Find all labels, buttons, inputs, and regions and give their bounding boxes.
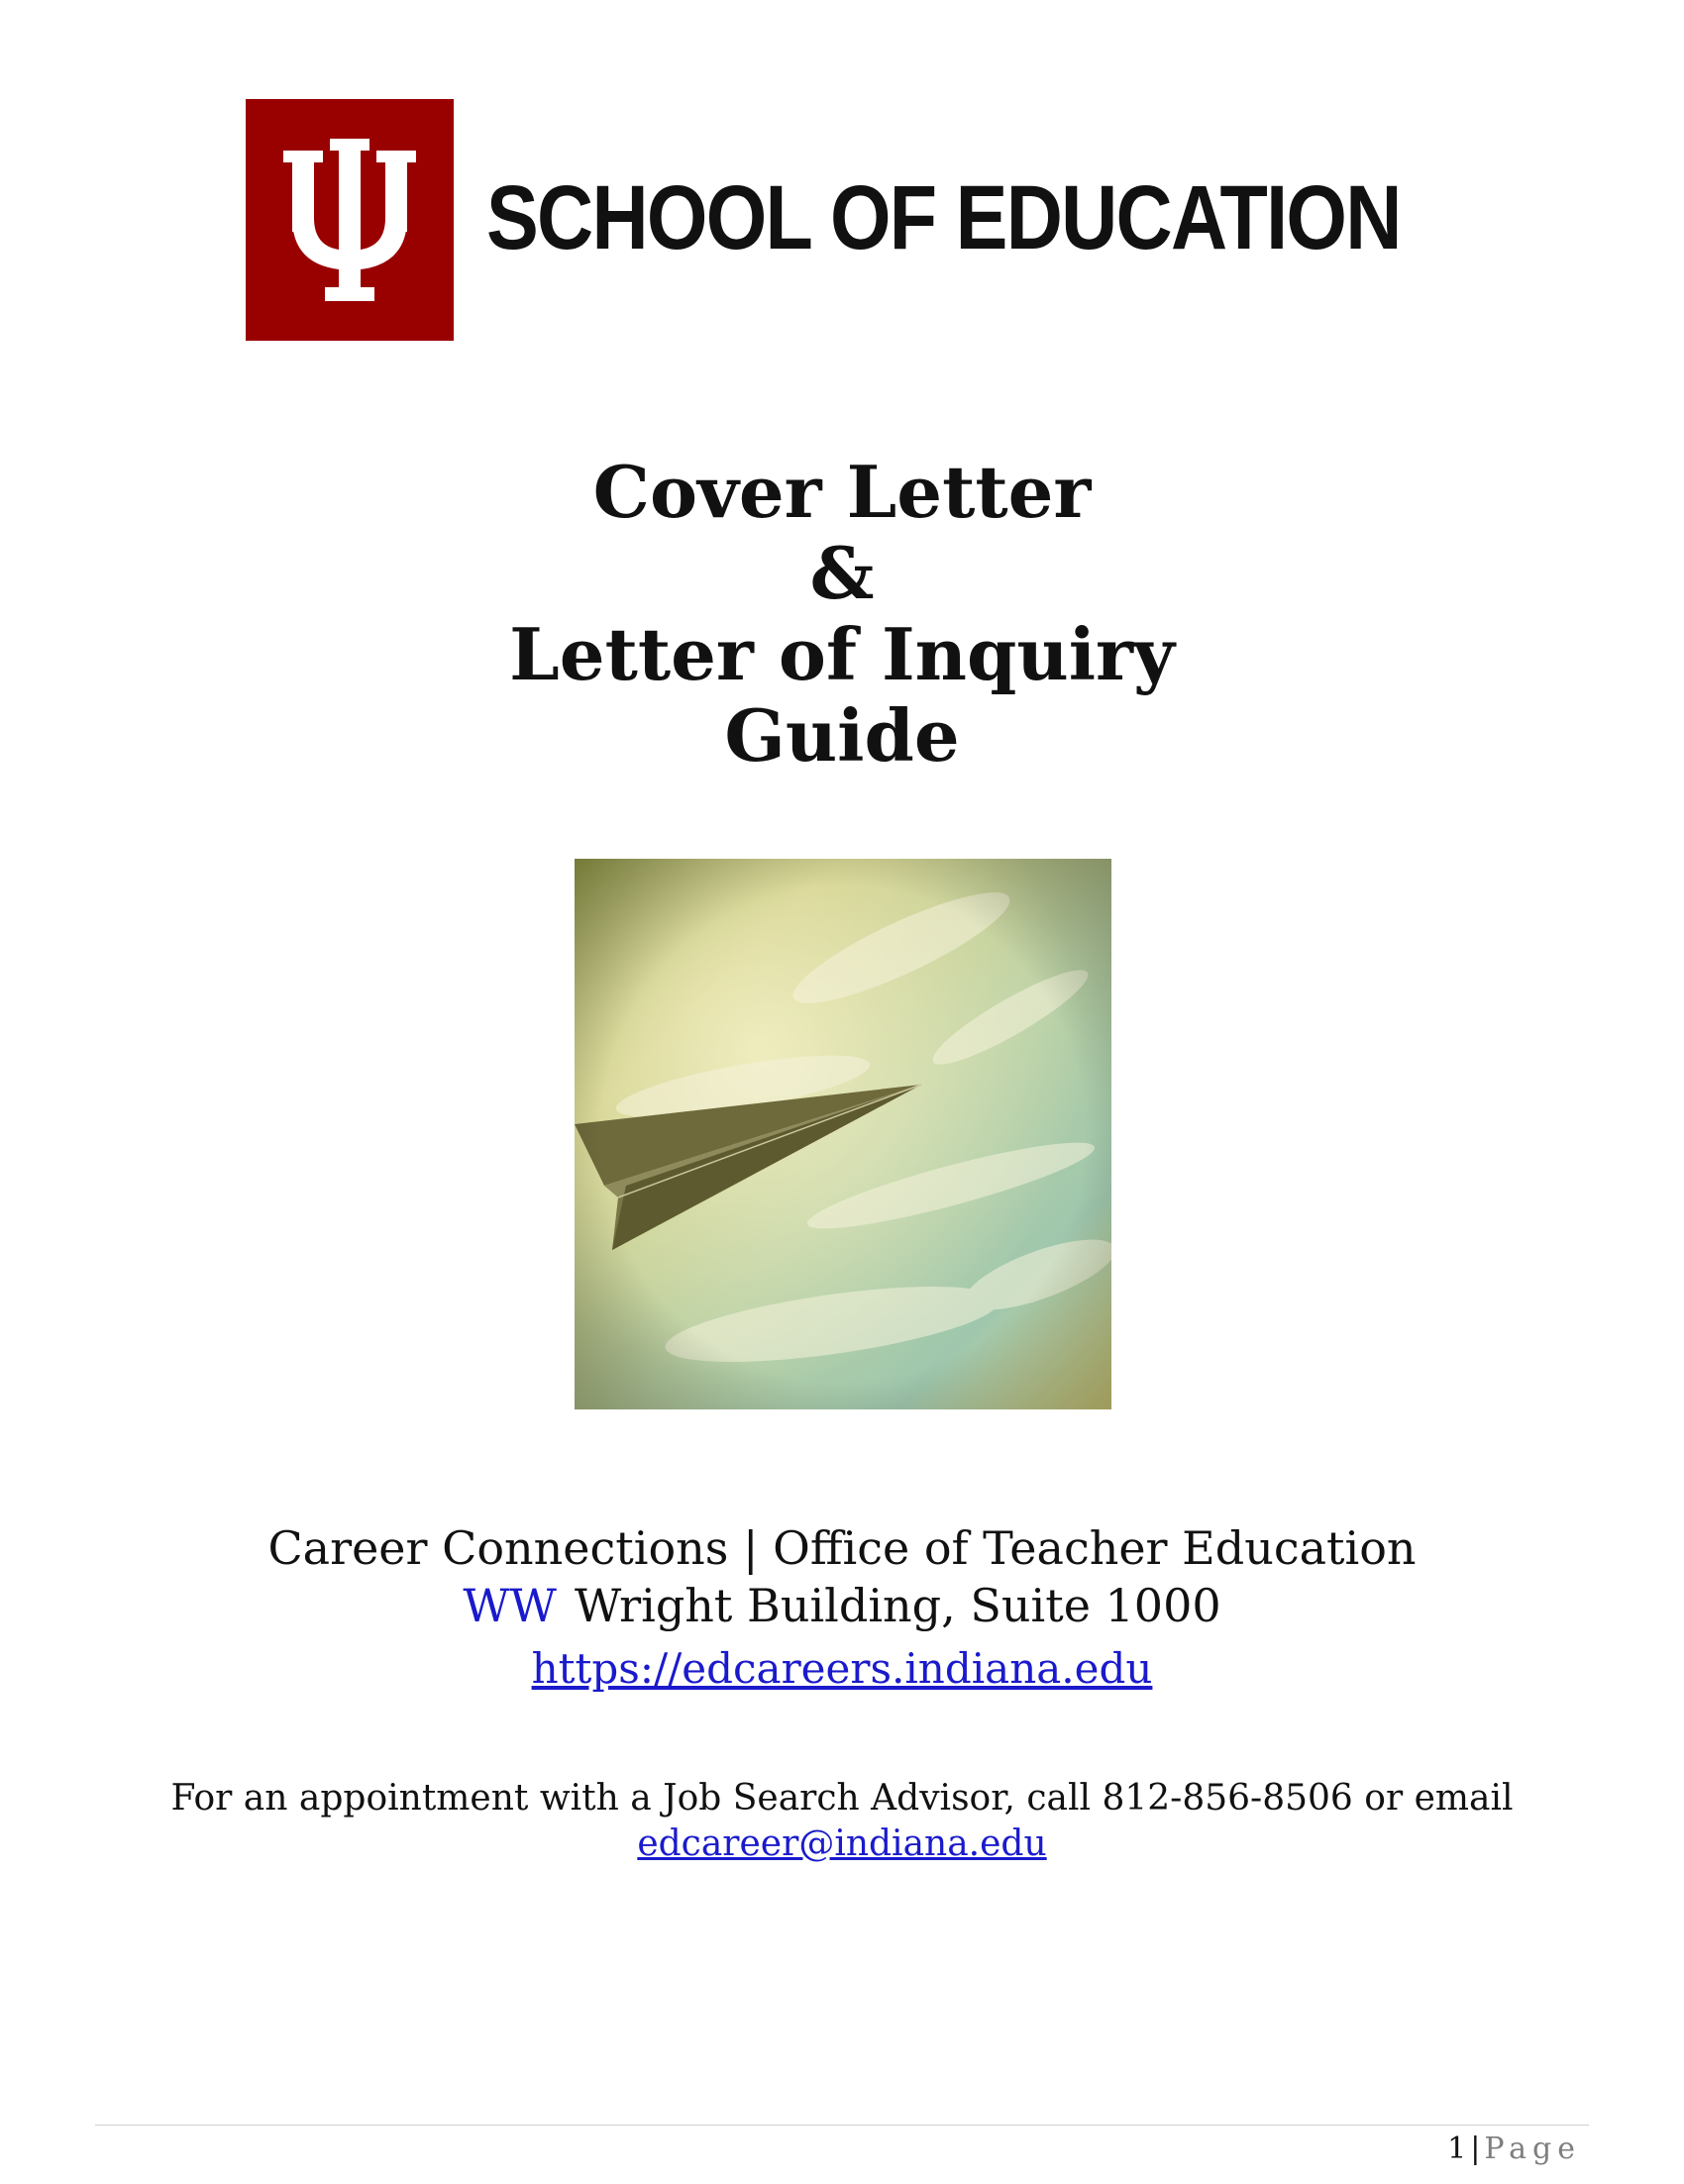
- title-line-1: Cover Letter: [592, 450, 1092, 534]
- page-label: Page: [1484, 2132, 1581, 2166]
- iu-trident-icon: [246, 99, 454, 341]
- building-name: Wright Building, Suite 1000: [574, 1579, 1221, 1632]
- contact-info: [0, 1519, 1684, 1704]
- document-title: [0, 452, 1684, 777]
- title-line-2: &: [809, 531, 875, 615]
- office-name: Career Connections | Office of Teacher Education: [267, 1521, 1417, 1575]
- paper-airplane-image: [575, 859, 1111, 1409]
- logo-wordmark: SCHOOL OF EDUCATION: [486, 167, 1401, 268]
- footer-divider: [95, 2125, 1589, 2126]
- title-line-3: Letter of Inquiry: [509, 612, 1175, 696]
- page-separator: |: [1470, 2132, 1481, 2166]
- page-number: 1: [1447, 2132, 1467, 2166]
- page-footer: [1447, 2130, 1581, 2169]
- building-address: [0, 1577, 1684, 1634]
- building-prefix: WW: [463, 1579, 557, 1632]
- appointment-info: [0, 1776, 1684, 1867]
- email-link[interactable]: edcareer@indiana.edu: [637, 1823, 1047, 1864]
- iu-school-of-education-logo: [246, 99, 1434, 341]
- appointment-text: For an appointment with a Job Search Advisor, call 812-856-8506 or email: [170, 1778, 1514, 1819]
- website-link[interactable]: https://edcareers.indiana.edu: [531, 1644, 1153, 1693]
- title-line-4: Guide: [724, 693, 960, 778]
